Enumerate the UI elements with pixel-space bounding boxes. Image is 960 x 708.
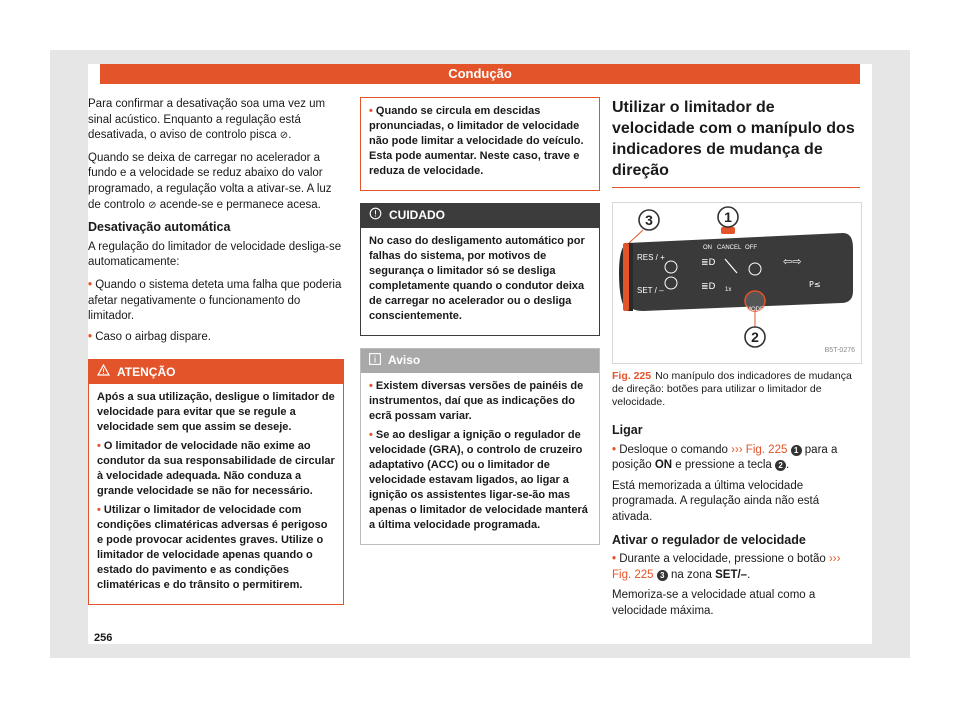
column-2 xyxy=(360,97,600,557)
column-3 xyxy=(612,97,860,627)
warning-header xyxy=(89,360,343,384)
text: . xyxy=(786,459,790,472)
paragraph xyxy=(88,97,344,144)
speed-limiter-icon: ⊘ xyxy=(148,199,157,211)
res-label: RES / + xyxy=(637,253,665,262)
text: Desloque o comando xyxy=(619,443,728,456)
paragraph: A regulação do limitador de velocidade desliga-se automaticamente: xyxy=(88,240,342,269)
bullet-item xyxy=(612,552,860,583)
warning-bullet xyxy=(97,439,335,499)
figure-225 xyxy=(612,202,862,364)
callout-2-label: 2 xyxy=(751,329,759,345)
figure-ref: Fig. 225 xyxy=(612,370,652,382)
one-x-label: 1x xyxy=(725,287,732,293)
caution-box xyxy=(360,203,600,336)
turn-arrows-icon: ⇦⇨ xyxy=(783,255,802,268)
on-label: ON xyxy=(703,245,712,251)
callout-1-label: 1 xyxy=(724,209,732,225)
caution-circle-icon xyxy=(369,207,382,225)
caution-title: CUIDADO xyxy=(389,208,445,223)
headlight-icon: ≣D xyxy=(701,258,716,268)
text: Utilizar o limitador de velocidade com condições climatéricas adversas é perigoso e pode provocar acidentes graves. Utilize o limitador de velocidade apenas quando o estado do pavimento e as condições climatéricas e do trânsito o permitirem. xyxy=(97,504,328,592)
warning-box xyxy=(88,359,344,605)
speed-limiter-icon: ⊘ xyxy=(279,130,289,142)
callout-number: 2 xyxy=(775,460,786,471)
figure-link[interactable]: ››› Fig. 225 xyxy=(612,553,841,581)
callout-3-label: 3 xyxy=(645,212,653,228)
bullet-icon: • xyxy=(88,330,93,343)
subheading: Desativação automática xyxy=(88,220,231,235)
headlight-icon: ≣D xyxy=(701,282,716,292)
parking-icon: P≤ xyxy=(809,280,821,289)
subheading-ligar: Ligar xyxy=(612,423,643,437)
bullet-icon: • xyxy=(612,553,617,566)
text: Para confirmar a desativação soa uma vez um sinal acústico. Enquanto a regulação está desativada, o aviso de controlo pisca xyxy=(88,98,326,142)
bullet-item xyxy=(88,330,344,346)
text: Quando o sistema deteta uma falha que poderia afetar negativamente o funcionamento do limitador. xyxy=(88,278,342,323)
section-header: Condução xyxy=(100,64,860,84)
bullet-icon: • xyxy=(97,504,101,517)
bullet-icon: • xyxy=(369,105,373,117)
warning-text: Após a sua utilização, desligue o limitador de velocidade para evitar que se regule a velocidade sem que assim se deseje. xyxy=(97,391,335,434)
note-box xyxy=(360,348,600,545)
turn-signal-lever-illustration xyxy=(613,203,861,363)
text: O limitador de velocidade não exime ao condutor da sua responsabilidade de circular à velocidade adequada. Não conduza a grande velocidade se não for necessário. xyxy=(97,440,335,498)
warning-body xyxy=(361,98,599,190)
callout-number: 3 xyxy=(657,570,668,581)
note-bullet xyxy=(369,428,591,533)
page-number: 256 xyxy=(94,632,113,644)
bullet-icon: • xyxy=(369,380,373,392)
warning-box-continued xyxy=(360,97,600,191)
caution-header xyxy=(361,204,599,228)
text: Existem diversas versões de painéis de instrumentos, daí que as indicações do ecrã possam variar. xyxy=(369,380,584,422)
note-header xyxy=(361,349,599,373)
off-label: OFF xyxy=(745,245,757,251)
bullet-icon: • xyxy=(369,429,373,441)
warning-bullet xyxy=(369,104,591,179)
paragraph: Está memorizada a última velocidade programada. A regulação ainda não está ativada. xyxy=(612,479,820,523)
cancel-label: CANCEL xyxy=(717,245,742,251)
text: na zona xyxy=(670,568,712,581)
caution-body xyxy=(361,228,599,335)
column-1 xyxy=(88,97,344,617)
bullet-item xyxy=(88,278,344,325)
figure-link[interactable]: ››› Fig. 225 xyxy=(731,443,788,456)
bullet-icon: • xyxy=(612,443,617,456)
bullet-icon: • xyxy=(97,440,101,453)
cancel-switch-highlight xyxy=(721,227,735,234)
warning-bullet xyxy=(97,503,335,593)
warning-title: ATENÇÃO xyxy=(117,364,176,379)
callout-number: 1 xyxy=(791,445,802,456)
on-position-label: ON xyxy=(654,459,673,472)
paragraph xyxy=(88,151,344,213)
mode-label: MODE xyxy=(746,307,764,313)
paragraph: Memoriza-se a velocidade atual como a velocidade máxima. xyxy=(612,589,816,617)
text: . xyxy=(747,568,751,581)
text: Durante a velocidade, pressione o botão xyxy=(619,553,826,566)
info-icon xyxy=(369,353,381,370)
warning-triangle-icon xyxy=(97,364,110,381)
note-bullet xyxy=(369,379,591,424)
text: Se ao desligar a ignição o regulador de velocidade (GRA), o controlo de cruzeiro adaptativo (ACC) ou o limitador de velocidade estavam ligados, ao ligar a ignição os assistentes ligar-se-ão mas apenas o limitador de velocidade manterá a última velocidade programada. xyxy=(369,429,588,531)
caution-text: No caso do desligamento automático por falhas do sistema, por motivos de segurança o limitador só se desliga completamente quando o condutor deixa de carregar no acelerador ou o desliga conscientemente. xyxy=(369,235,585,322)
note-body xyxy=(361,373,599,544)
set-zone-label: SET/– xyxy=(715,568,748,581)
figure-code: B5T-0276 xyxy=(824,347,855,355)
set-button-highlight xyxy=(623,243,629,311)
text: Quando se circula em descidas pronunciadas, o limitador de velocidade não pode limitar a velocidade do veículo. Esta pode aumentar. Neste caso, trave e reduza de velocidade. xyxy=(369,105,584,177)
text: . xyxy=(288,129,292,142)
subheading-ativar: Ativar o regulador de velocidade xyxy=(612,532,806,547)
caption-text: No manípulo dos indicadores de mudança de direção: botões para utilizar o limitador de velocidade. xyxy=(612,370,852,408)
text: Quando se deixa de carregar no acelerador a fundo e a velocidade se reduz abaixo do valor programado, a regulação volta a ativar-se. A luz de controlo xyxy=(88,151,332,211)
text: para a posição xyxy=(612,443,838,472)
figure-caption xyxy=(612,370,860,409)
text: acende-se e permanece acesa. xyxy=(159,198,321,211)
bullet-icon: • xyxy=(88,278,93,291)
section-title: Utilizar o limitador de velocidade com o manípulo dos indicadores de mudança de direção xyxy=(612,97,860,188)
warning-body xyxy=(89,384,343,604)
set-label: SET / – xyxy=(637,286,664,295)
note-title: Aviso xyxy=(388,353,421,368)
bullet-item xyxy=(612,443,860,474)
text: e pressione a tecla xyxy=(675,459,772,472)
text: Caso o airbag dispare. xyxy=(95,330,211,343)
